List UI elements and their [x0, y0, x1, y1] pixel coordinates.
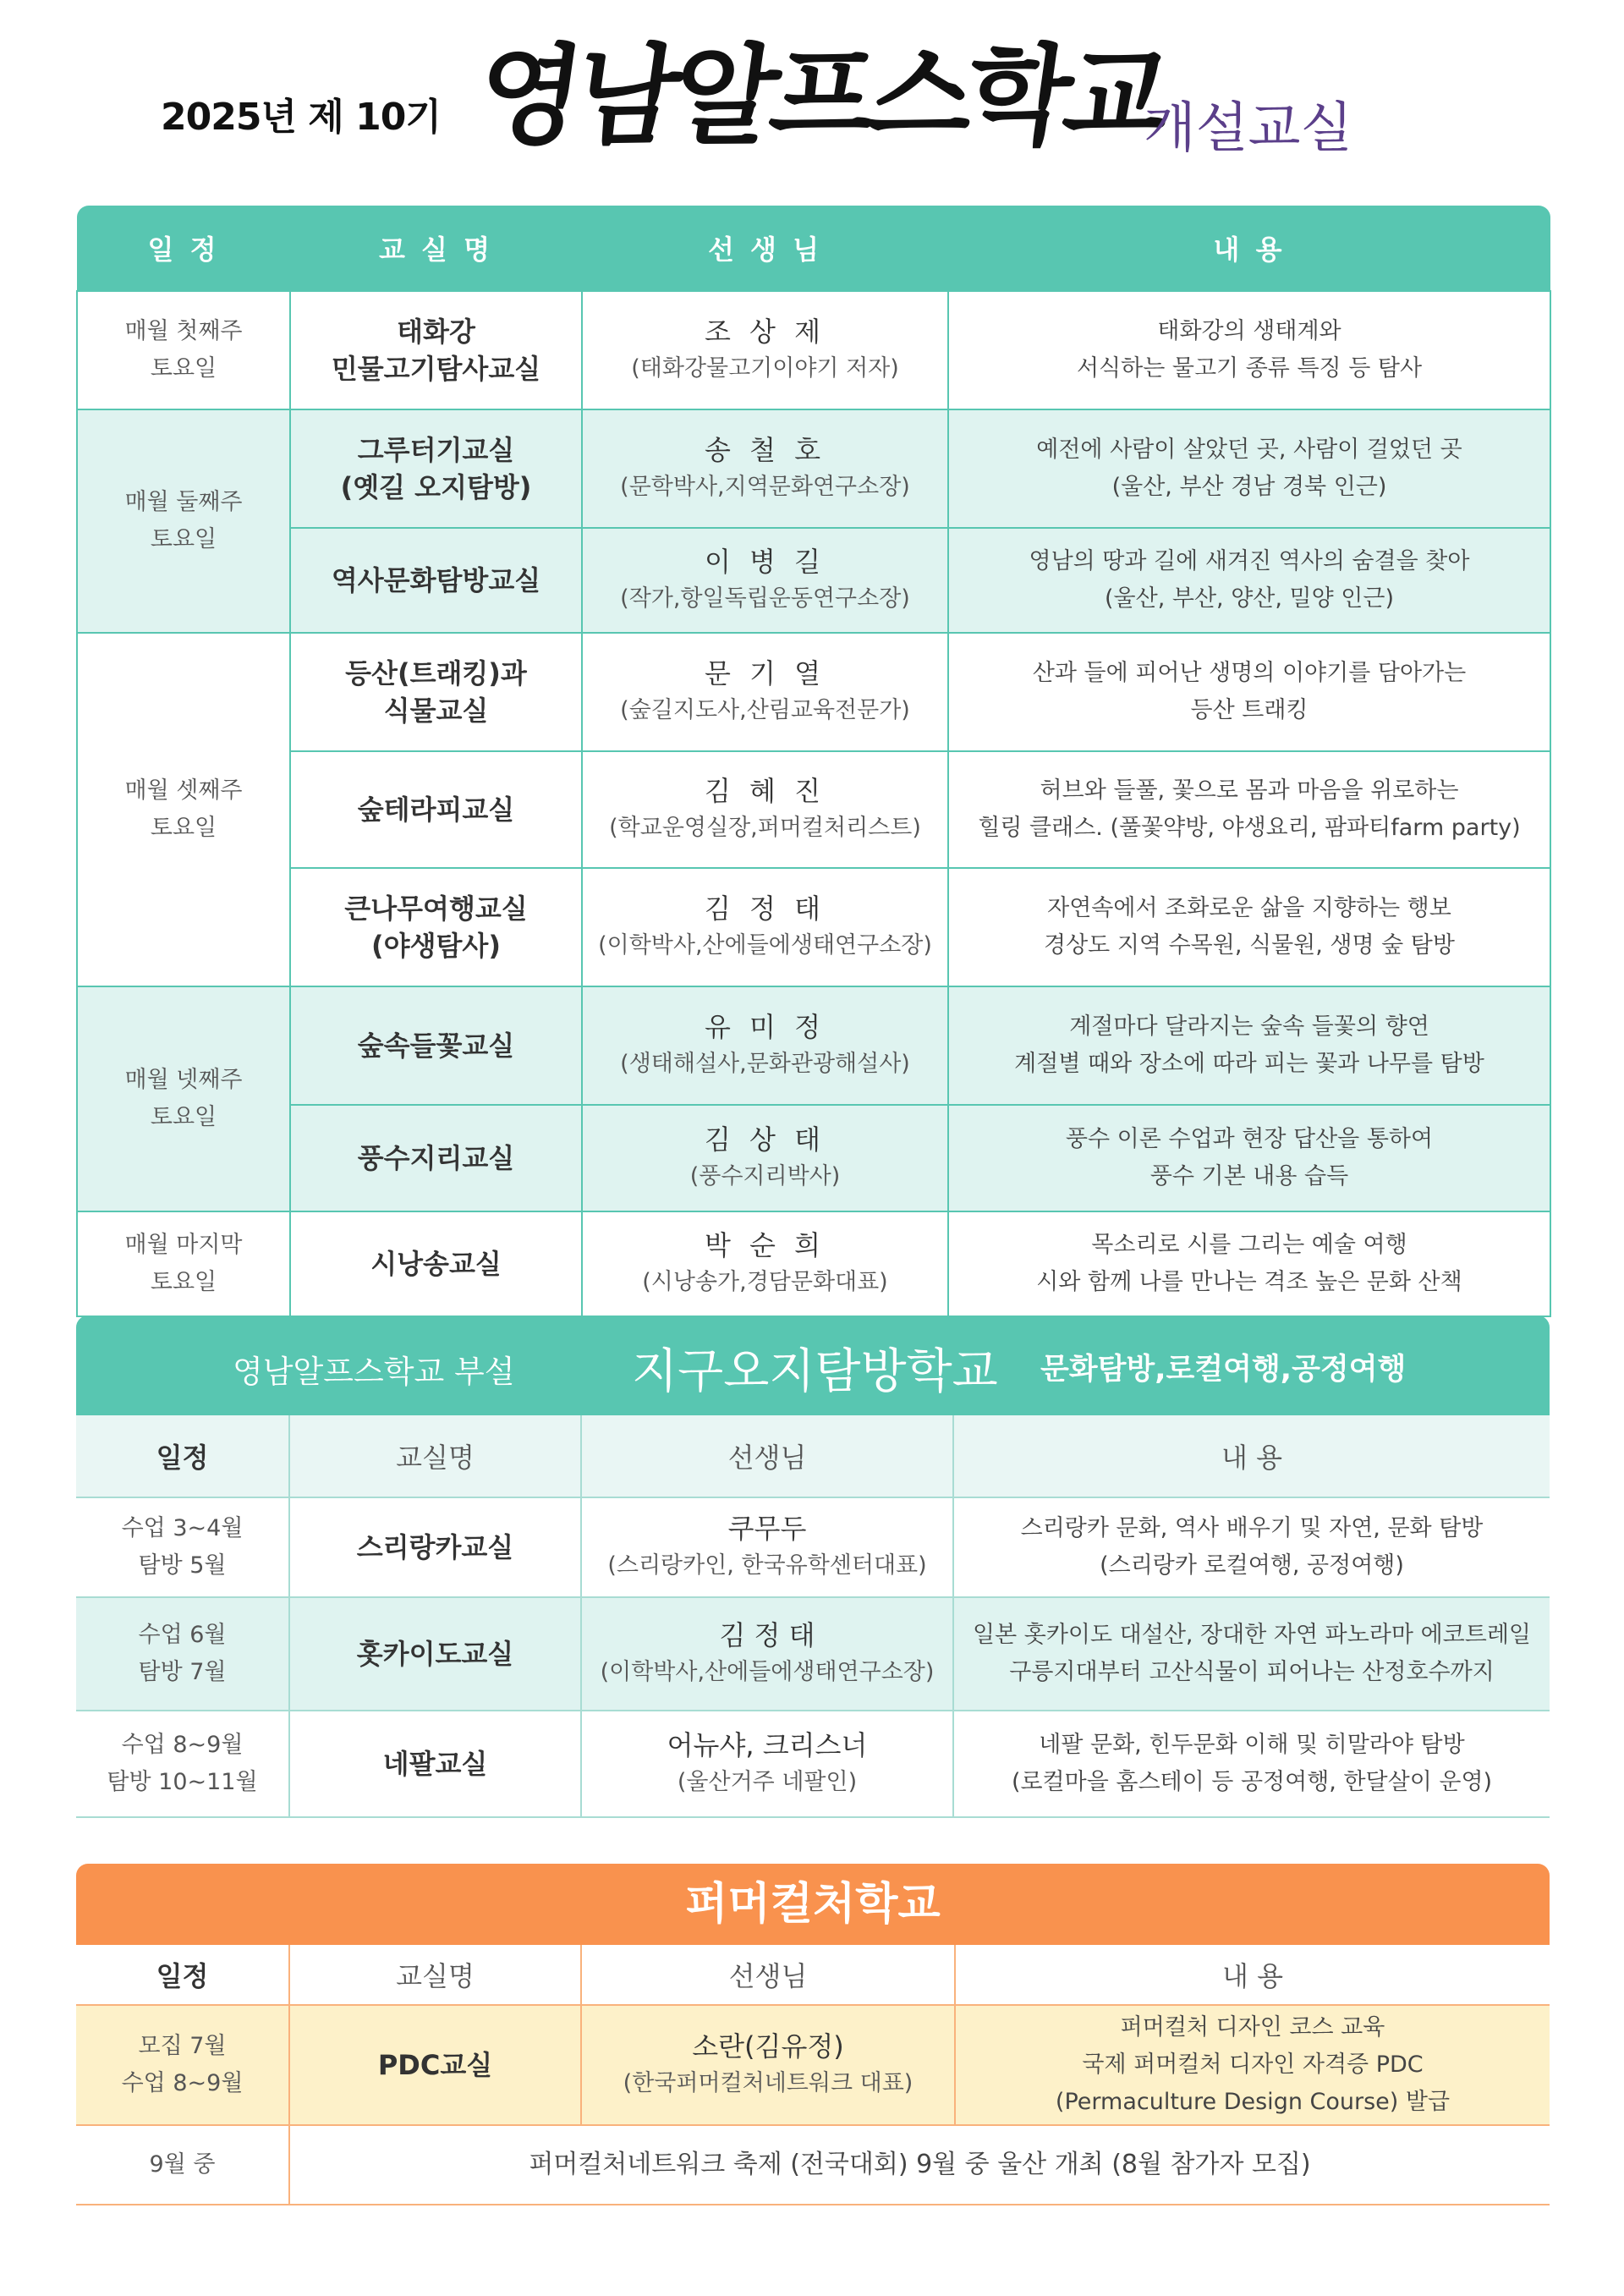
table-header-row	[76, 1415, 1550, 1497]
date-line: 토요일	[150, 355, 217, 382]
content-cell	[948, 868, 1550, 986]
content-line: (울산, 부산, 양산, 밀양 인근)	[1105, 585, 1394, 612]
date-cell	[76, 1597, 289, 1711]
table-row	[77, 409, 1550, 528]
teacher-cell	[581, 2005, 955, 2125]
content-line: 자연속에서 조화로운 삶을 지향하는 행보	[1047, 895, 1451, 921]
content-cell	[948, 1105, 1550, 1211]
teacher-cell	[582, 751, 948, 868]
class-name-cell	[290, 528, 582, 633]
content-line: 예전에 사람이 살았던 곳, 사람이 걸었던 곳	[1036, 437, 1462, 463]
banner-tagline: 문화탐방,로컬여행,공정여행	[1040, 1353, 1407, 1387]
date-line: 수업 8~9월	[121, 1732, 244, 1758]
date-line: 매월 둘째주	[124, 489, 243, 515]
content-cell	[953, 1597, 1550, 1711]
permaculture-table	[76, 1945, 1550, 2205]
teacher-name: 소란(김유정)	[692, 2030, 844, 2063]
content-cell	[948, 986, 1550, 1105]
teacher-title: (스리랑카인, 한국유학센터대표)	[607, 1552, 927, 1579]
earth-school-banner	[76, 1316, 1550, 1415]
table-row	[76, 1497, 1550, 1597]
teacher-title: (울산거주 네팔인)	[677, 1769, 858, 1795]
date-cell	[77, 409, 290, 633]
teacher-cell	[581, 1597, 953, 1711]
date-line: 토요일	[150, 1269, 217, 1295]
content-cell	[955, 2005, 1550, 2125]
header-date: 일정	[76, 1945, 289, 2005]
date-line: 토요일	[150, 815, 217, 841]
date-line: 매월 마지막	[124, 1232, 243, 1258]
teacher-title: (이학박사,산에들에생태연구소장)	[600, 1659, 935, 1685]
table-row	[76, 1711, 1550, 1817]
content-line: 허브와 들풀, 꽃으로 몸과 마음을 위로하는	[1040, 777, 1459, 804]
class-name: 등산(트래킹)과	[345, 657, 527, 689]
date-line: 매월 넷째주	[124, 1067, 243, 1093]
teacher-cell	[582, 633, 948, 751]
teacher-cell	[582, 868, 948, 986]
table-row	[76, 2005, 1550, 2125]
table-row	[77, 868, 1550, 986]
teacher-name: 조 상 제	[704, 316, 826, 348]
content-cell	[948, 291, 1550, 409]
date-line: 탐방 5월	[138, 1552, 227, 1579]
banner-affiliation: 영남알프스학교 부설	[233, 1354, 515, 1390]
teacher-title: (숲길지도사,산림교육전문가)	[620, 697, 910, 723]
table-row	[77, 751, 1550, 868]
class-name: 시낭송교실	[370, 1248, 502, 1280]
header-content: 내 용	[948, 206, 1550, 291]
class-name-cell	[290, 1105, 582, 1211]
class-name: 큰나무여행교실	[344, 893, 528, 925]
content-line: 영남의 땅과 길에 새겨진 역사의 숨결을 찾아	[1029, 548, 1470, 574]
content-line: 힐링 클래스. (풀꽃약방, 야생요리, 팜파티farm party)	[978, 815, 1521, 841]
content-line: 산과 들에 피어난 생명의 이야기를 담아가는	[1032, 660, 1467, 686]
content-line: 구릉지대부터 고산식물이 피어나는 산정호수까지	[1009, 1659, 1495, 1685]
header-class: 교실명	[289, 1945, 581, 2005]
page-subtitle: 개설교실	[1144, 97, 1353, 160]
class-name: 숲테라피교실	[357, 794, 515, 826]
class-name-cell: 홋카이도교실	[289, 1597, 581, 1711]
header-teacher: 선 생 님	[582, 206, 948, 291]
class-name-cell	[290, 409, 582, 528]
date-cell	[76, 2005, 289, 2125]
table-row	[77, 1211, 1550, 1316]
header-date: 일 정	[77, 206, 290, 291]
content-line: (Permaculture Design Course) 발급	[1055, 2089, 1451, 2115]
class-name: 그루터기교실	[357, 434, 515, 466]
edition-label: 2025년 제 10기	[161, 96, 441, 139]
teacher-title: (태화강물고기이야기 저자)	[631, 355, 899, 382]
teacher-cell	[582, 409, 948, 528]
event-notice: 퍼머컬처네트워크 축제 (전국대회) 9월 중 울산 개최 (8월 참가자 모집)	[289, 2125, 1550, 2205]
content-line: 등산 트래킹	[1190, 697, 1309, 723]
date-line: 매월 셋째주	[124, 777, 243, 804]
table-row	[77, 986, 1550, 1105]
teacher-cell	[582, 1105, 948, 1211]
banner-title: 지구오지탐방학교	[632, 1344, 998, 1399]
table-header-row	[77, 206, 1550, 291]
teacher-name: 유 미 정	[704, 1011, 826, 1043]
class-name-cell: PDC교실	[289, 2005, 581, 2125]
content-cell	[953, 1711, 1550, 1817]
content-cell	[948, 1211, 1550, 1316]
header-date: 일정	[76, 1415, 289, 1497]
date-line: 토요일	[150, 526, 217, 552]
header-content: 내 용	[955, 1945, 1550, 2005]
date-cell	[77, 291, 290, 409]
content-line: 스리랑카 문화, 역사 배우기 및 자연, 문화 탐방	[1020, 1515, 1484, 1541]
content-line: 목소리로 시를 그리는 예술 여행	[1091, 1232, 1407, 1258]
header-class: 교실명	[289, 1415, 581, 1497]
teacher-name: 쿠무두	[727, 1513, 807, 1545]
date-cell	[76, 1497, 289, 1597]
content-line: (로컬마을 홈스테이 등 공정여행, 한달살이 운영)	[1011, 1769, 1493, 1795]
date-cell: 9월 중	[76, 2125, 289, 2205]
teacher-title: (이학박사,산에들에생태연구소장)	[598, 932, 932, 958]
class-name: 태화강	[397, 316, 475, 348]
class-name-cell	[290, 986, 582, 1105]
teacher-name: 김 상 태	[704, 1123, 826, 1156]
date-line: 탐방 7월	[138, 1659, 227, 1685]
content-line: 계절마다 달라지는 숲속 들꽃의 향연	[1069, 1013, 1429, 1040]
class-name: (옛길 오지탐방)	[340, 471, 532, 503]
school-logo: 영남알프스학교	[469, 33, 1172, 160]
date-line: 수업 6월	[138, 1622, 227, 1648]
teacher-name: 문 기 열	[704, 657, 826, 689]
date-line: 수업 3~4월	[121, 1515, 244, 1541]
teacher-name: 송 철 호	[704, 434, 826, 466]
table-row	[77, 528, 1550, 633]
teacher-cell	[581, 1711, 953, 1817]
class-name-cell	[290, 633, 582, 751]
teacher-cell	[582, 291, 948, 409]
header-class: 교 실 명	[290, 206, 582, 291]
teacher-name: 어뉴샤, 크리스너	[667, 1729, 868, 1761]
class-name-cell	[290, 751, 582, 868]
class-name: 식물교실	[383, 695, 489, 727]
table-row	[77, 1105, 1550, 1211]
header-teacher: 선생님	[581, 1415, 953, 1497]
content-line: 계절별 때와 장소에 따라 피는 꽃과 나무를 탐방	[1014, 1051, 1484, 1077]
teacher-title: (한국퍼머컬처네트워크 대표)	[623, 2070, 914, 2096]
content-cell	[953, 1497, 1550, 1597]
class-name-cell	[290, 868, 582, 986]
class-name: 민물고기탐사교실	[331, 353, 541, 385]
table-row	[77, 291, 1550, 409]
content-line: 풍수 기본 내용 습득	[1149, 1163, 1349, 1189]
date-cell	[77, 1211, 290, 1316]
class-name-cell	[290, 1211, 582, 1316]
class-name: 역사문화탐방교실	[331, 564, 541, 596]
content-line: 경상도 지역 수목원, 식물원, 생명 숲 탐방	[1044, 932, 1455, 958]
page-header	[0, 34, 1624, 195]
content-line: 네팔 문화, 힌두문화 이해 및 히말라야 탐방	[1039, 1732, 1465, 1758]
class-name: 풍수지리교실	[357, 1142, 515, 1174]
content-cell	[948, 528, 1550, 633]
table-header-row	[76, 1945, 1550, 2005]
date-line: 매월 첫째주	[124, 318, 243, 344]
class-name-cell	[290, 291, 582, 409]
content-cell	[948, 409, 1550, 528]
teacher-cell	[581, 1497, 953, 1597]
teacher-cell	[582, 986, 948, 1105]
date-cell	[76, 1711, 289, 1817]
header-teacher: 선생님	[581, 1945, 955, 2005]
content-line: 일본 홋카이도 대설산, 장대한 자연 파노라마 에코트레일	[973, 1622, 1531, 1648]
content-line: 국제 퍼머컬처 디자인 자격증 PDC	[1082, 2052, 1424, 2078]
teacher-title: (풍수지리박사)	[689, 1163, 841, 1189]
content-line: 시와 함께 나를 만나는 격조 높은 문화 산책	[1036, 1269, 1462, 1295]
content-line: 퍼머컬처 디자인 코스 교육	[1120, 2014, 1385, 2041]
teacher-title: (시낭송가,경담문화대표)	[642, 1269, 888, 1295]
class-name-cell: 스리랑카교실	[289, 1497, 581, 1597]
teacher-title: (작가,항일독립운동연구소장)	[620, 585, 910, 612]
class-name: (야생탐사)	[371, 930, 501, 962]
permaculture-school-banner: 퍼머컬처학교	[76, 1864, 1550, 1945]
content-line: 태화강의 생태계와	[1157, 318, 1341, 344]
earth-school-table	[76, 1415, 1550, 1818]
teacher-name: 김 정 태	[704, 893, 826, 925]
header-content: 내 용	[953, 1415, 1550, 1497]
class-name-cell: 네팔교실	[289, 1711, 581, 1817]
date-line: 수업 8~9월	[121, 2070, 244, 2096]
content-line: 풍수 이론 수업과 현장 답산을 통하여	[1065, 1126, 1434, 1152]
date-cell	[77, 986, 290, 1211]
teacher-name: 김 혜 진	[704, 775, 826, 807]
teacher-title: (생태해설사,문화관광해설사)	[620, 1051, 910, 1077]
content-line: (울산, 부산 경남 경북 인근)	[1111, 474, 1387, 500]
main-schedule-table	[76, 206, 1551, 1317]
teacher-cell	[582, 528, 948, 633]
content-cell	[948, 751, 1550, 868]
class-name: 숲속들꽃교실	[357, 1030, 515, 1062]
date-cell	[77, 633, 290, 986]
content-line: (스리랑카 로컬여행, 공정여행)	[1100, 1552, 1404, 1579]
date-line: 토요일	[150, 1104, 217, 1130]
date-line: 탐방 10~11월	[107, 1769, 258, 1795]
teacher-name: 김 정 태	[719, 1619, 815, 1651]
date-line: 모집 7월	[138, 2033, 227, 2059]
table-row	[76, 1597, 1550, 1711]
teacher-name: 이 병 길	[704, 546, 826, 578]
table-row	[76, 2125, 1550, 2205]
teacher-title: (학교운영실장,퍼머컬처리스트)	[609, 815, 921, 841]
teacher-title: (문학박사,지역문화연구소장)	[620, 474, 910, 500]
table-row	[77, 633, 1550, 751]
teacher-cell	[582, 1211, 948, 1316]
teacher-name: 박 순 희	[704, 1229, 826, 1261]
content-cell	[948, 633, 1550, 751]
content-line: 서식하는 물고기 종류 특징 등 탐사	[1076, 355, 1423, 382]
